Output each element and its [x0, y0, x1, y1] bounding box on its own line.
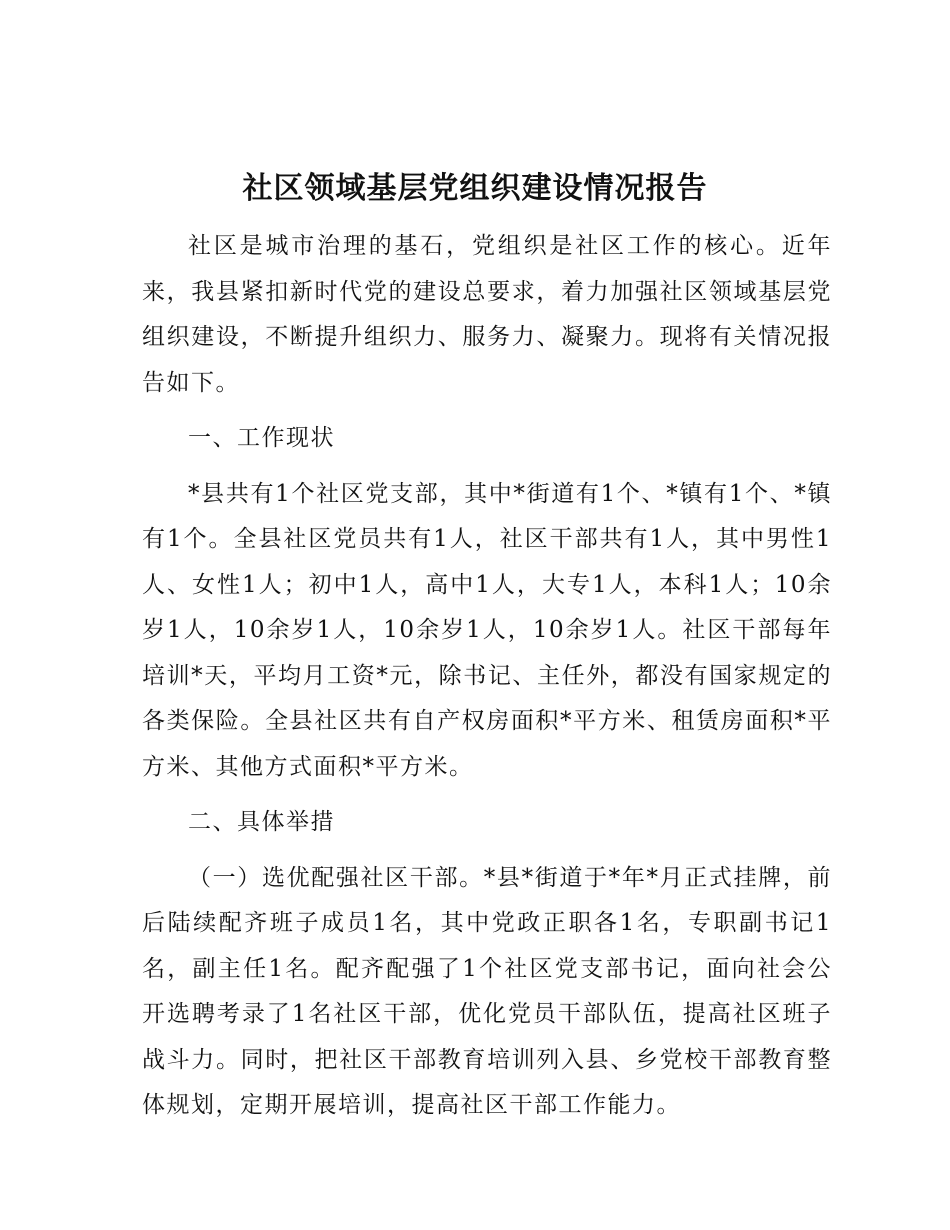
- section-heading-status: 一、工作现状: [188, 425, 335, 451]
- section-heading-measures: 二、具体举措: [188, 809, 335, 835]
- document-body: [142, 224, 832, 1129]
- status-paragraph: *县共有1个社区党支部，其中*街道有1个、*镇有1个、*镇有1个。全县社区党员共有1人，社区干部共有1人，其中男性1人、女性1人；初中1人，高中1人，大专1人，本科1人；10余岁1人，10余岁1人，10余岁1人，10余岁1人。社区干部每年培训*天，平均月工资*元，除书记、主任外，都没有国家规定的各类保险。全县社区共有自产权房面积*平方米、租赁房面积*平方米、其他方式面积*平方米。: [142, 480, 832, 780]
- intro-paragraph: 社区是城市治理的基石，党组织是社区工作的核心。近年来，我县紧扣新时代党的建设总要求，着力加强社区领域基层党组织建设，不断提升组织力、服务力、凝聚力。现将有关情况报告如下。: [142, 233, 832, 396]
- document-title: 社区领域基层党组织建设情况报告: [242, 171, 708, 206]
- measures-paragraph-1: （一）选优配强社区干部。*县*街道于*年*月正式挂牌，前后陆续配齐班子成员1名，其中党政正职各1名，专职副书记1名，副主任1名。配齐配强了1个社区党支部书记，面向社会公开选聘考录了1名社区干部，优化党员干部队伍，提高社区班子战斗力。同时，把社区干部教育培训列入县、乡党校干部教育整体规划，定期开展培训，提高社区干部工作能力。: [142, 864, 832, 1118]
